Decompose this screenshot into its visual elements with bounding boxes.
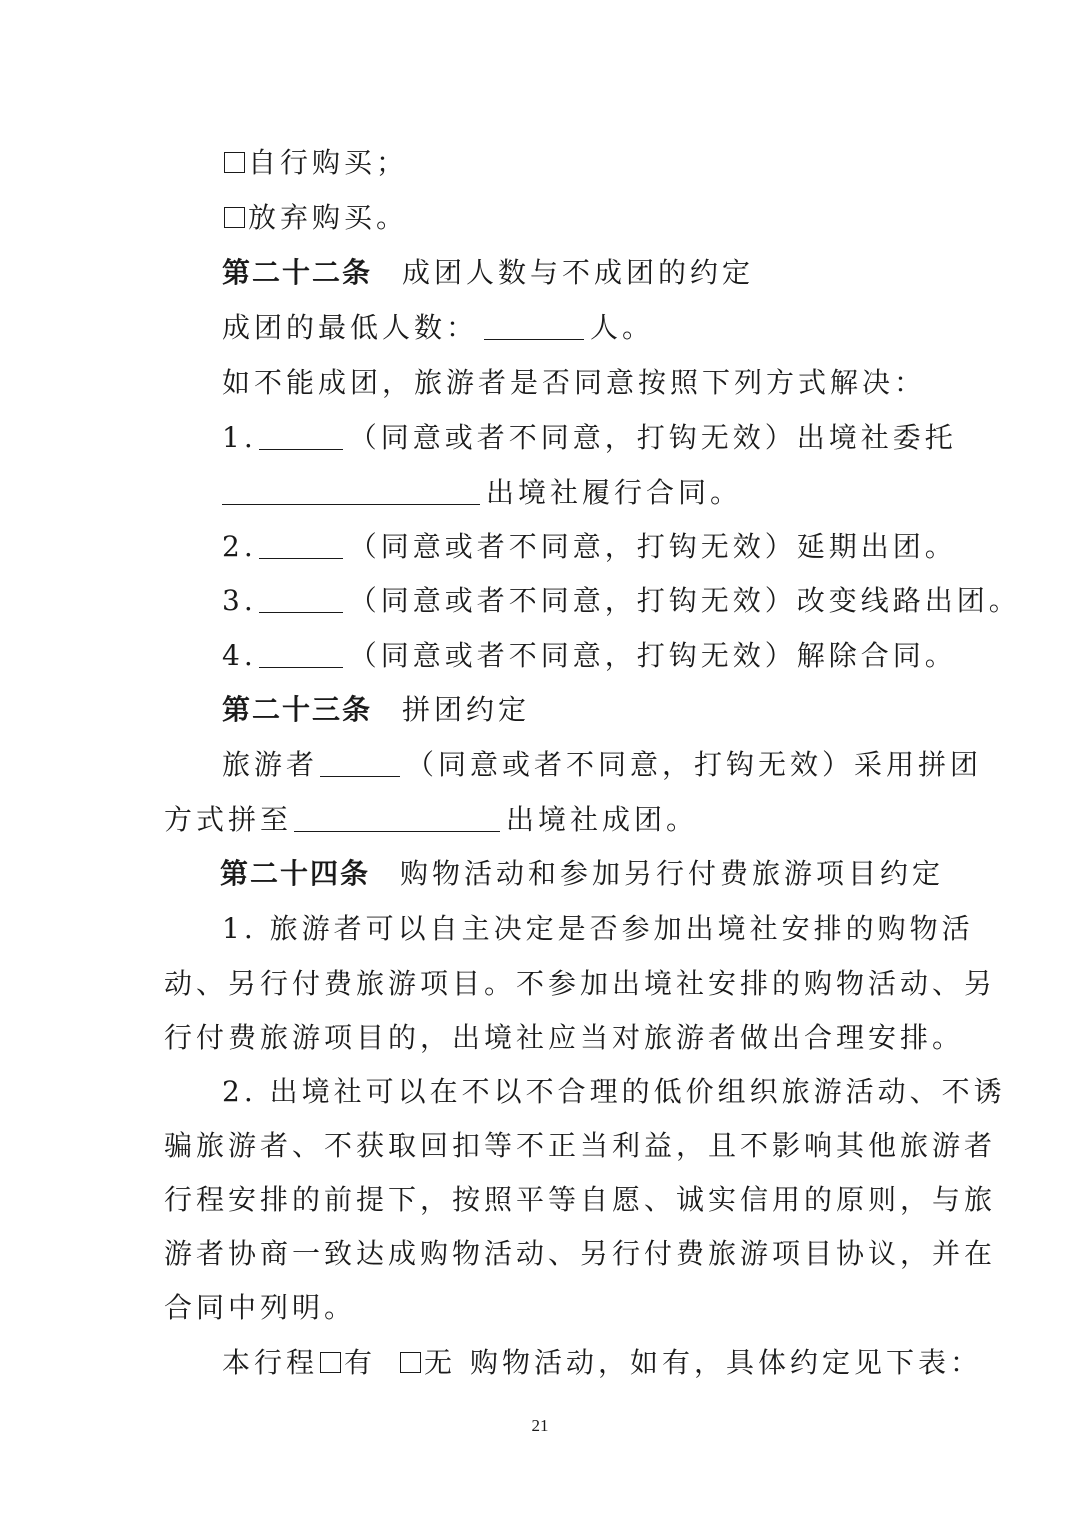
option-3-blank[interactable] — [259, 582, 343, 613]
option-2-blank[interactable] — [259, 528, 343, 559]
min-size-blank[interactable] — [484, 309, 584, 340]
option-self-purchase: 自行购买； — [222, 137, 408, 189]
if-fail-text: 如不能成团，旅游者是否同意按照下列方式解决： — [222, 366, 927, 399]
article-22-heading — [222, 247, 754, 299]
article-23-heading — [222, 684, 530, 736]
para-2-line-1: 2. 出境社可以在不以不合理的低价组织旅游活动、不诱 — [222, 1075, 1006, 1108]
option-1-blank[interactable] — [259, 419, 343, 450]
joint-group-blank[interactable] — [320, 746, 400, 777]
para-2-line-3: 行程安排的前提下，按照平等自愿、诚实信用的原则，与旅 — [164, 1183, 997, 1216]
option-1-cont: 出境社履行合同。 — [222, 467, 742, 519]
shopping-choice-line: 本行程 有 无 购物活动，如有，具体约定见下表： — [222, 1346, 983, 1379]
para-1-line-2: 动、另行付费旅游项目。不参加出境社安排的购物活动、另 — [164, 967, 997, 1000]
para-2-line-4: 游者协商一致达成购物活动、另行付费旅游项目协议，并在 — [164, 1237, 997, 1270]
article-22-subject: 成团人数与不成团的约定 — [402, 256, 755, 289]
min-group-size: 成团的最低人数： 人。 — [222, 311, 655, 344]
checkbox-self-purchase[interactable] — [224, 152, 245, 173]
checkbox-give-up-purchase[interactable] — [224, 207, 245, 228]
article-24-heading — [220, 848, 944, 900]
article-23-title: 第二十三条 — [222, 693, 373, 726]
joint-agency-blank[interactable] — [294, 801, 500, 832]
option-4-blank[interactable] — [259, 637, 343, 668]
checkbox-no-shopping[interactable] — [400, 1352, 421, 1373]
article-24-title: 第二十四条 — [220, 857, 371, 890]
checkbox-has-shopping[interactable] — [320, 1352, 341, 1373]
agency-name-blank[interactable] — [222, 474, 480, 505]
page-number: 21 — [531, 1416, 549, 1435]
option-4: 4. （同意或者不同意，打钩无效）解除合同。 — [222, 639, 957, 672]
joint-group-line-2: 方式拼至 出境社成团。 — [164, 803, 699, 836]
para-2-line-2: 骗旅游者、不获取回扣等不正当利益，且不影响其他旅游者 — [164, 1129, 997, 1162]
para-1-line-1: 1. 旅游者可以自主决定是否参加出境社安排的购物活 — [222, 912, 974, 945]
article-24-subject: 购物活动和参加另行付费旅游项目约定 — [400, 857, 945, 890]
para-2-line-5: 合同中列明。 — [164, 1291, 357, 1324]
option-2: 2. （同意或者不同意，打钩无效）延期出团。 — [222, 530, 957, 563]
joint-group-line-1: 旅游者 （同意或者不同意，打钩无效）采用拼团 — [222, 748, 983, 781]
para-1-line-3: 行付费旅游项目的，出境社应当对旅游者做出合理安排。 — [164, 1021, 965, 1054]
option-3: 3. （同意或者不同意，打钩无效）改变线路出团。 — [222, 584, 1021, 617]
option-1: 1. （同意或者不同意，打钩无效）出境社委托 — [222, 421, 957, 454]
article-22-title: 第二十二条 — [222, 256, 373, 289]
option-give-up-purchase: 放弃购买。 — [222, 192, 408, 244]
article-23-subject: 拼团约定 — [402, 693, 531, 726]
